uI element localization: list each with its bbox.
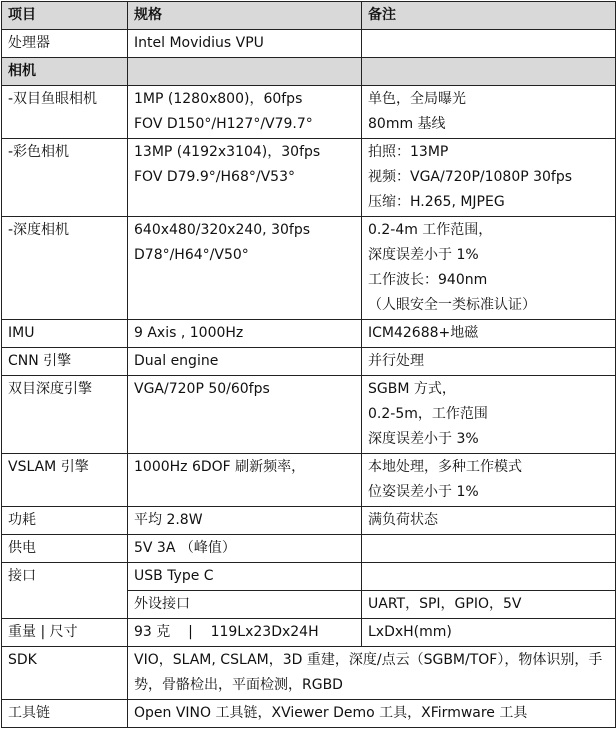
note-cell <box>362 507 616 535</box>
spec-cell <box>128 58 362 86</box>
note-line: 0.2-4m 工作范围， <box>368 222 493 238</box>
spec-cell <box>128 217 362 320</box>
item-cell: -彩色相机 <box>2 139 128 217</box>
note-cell <box>362 619 616 647</box>
spec-line: USB Type C <box>134 568 214 584</box>
row-weight <box>2 619 616 647</box>
note-line: 并行处理 <box>368 353 424 369</box>
spec-line: FOV D150°/H127°/V79.7° <box>134 116 313 132</box>
item-cell: CNN 引擎 <box>2 348 128 376</box>
spec-cell <box>128 376 362 454</box>
spec-line: 外设接口 <box>134 596 190 612</box>
spec-line: 93 克 | 119Lx23Dx24H <box>134 624 319 640</box>
spec-table <box>1 1 616 728</box>
note-cell <box>362 454 616 507</box>
row-power <box>2 507 616 535</box>
note-line: 80mm 基线 <box>368 116 446 132</box>
spec-cell <box>128 86 362 139</box>
note-line: 位姿误差小于 1% <box>368 484 479 500</box>
spec-line: 640x480/320x240, 30fps <box>134 222 310 238</box>
note-line: ICM42688+地磁 <box>368 325 479 341</box>
item-cell: 接口 <box>2 563 128 619</box>
row-interface <box>2 563 616 591</box>
row-supply <box>2 535 616 563</box>
item-cell: VSLAM 引擎 <box>2 454 128 507</box>
note-cell <box>362 376 616 454</box>
spec-line: 1000Hz 6DOF 刷新频率， <box>134 459 306 475</box>
item-cell: 工具链 <box>2 700 128 728</box>
spec-cell <box>128 348 362 376</box>
note-line: （人眼安全一类标准认证） <box>368 297 536 313</box>
header-spec: 规格 <box>128 2 362 30</box>
spec-line: VGA/720P 50/60fps <box>134 381 270 397</box>
spec-line: 平均 2.8W <box>134 512 203 528</box>
row-binocular <box>2 86 616 139</box>
spec-cell <box>128 563 362 591</box>
item-cell: 功耗 <box>2 507 128 535</box>
spec-line: Dual engine <box>134 353 219 369</box>
section-title: 相机 <box>2 58 128 86</box>
note-line: 满负荷状态 <box>368 512 438 528</box>
note-cell <box>362 86 616 139</box>
note-cell <box>362 30 616 58</box>
item-cell: SDK <box>2 647 128 700</box>
spec-cell-wide: Open VINO 工具链，XViewer Demo 工具，XFirmware 工具 <box>128 700 616 728</box>
note-cell <box>362 58 616 86</box>
note-cell <box>362 348 616 376</box>
note-line: 深度误差小于 3% <box>368 431 479 447</box>
spec-line: 5V 3A （峰值） <box>134 540 236 556</box>
spec-line: 9 Axis , 1000Hz <box>134 325 244 341</box>
note-cell <box>362 535 616 563</box>
row-stereo-engine <box>2 376 616 454</box>
header-note: 备注 <box>362 2 616 30</box>
item-cell: 双目深度引擎 <box>2 376 128 454</box>
note-line: LxDxH(mm) <box>368 624 452 640</box>
spec-cell <box>128 619 362 647</box>
spec-line: 13MP (4192x3104)，30fps <box>134 144 321 160</box>
note-line: 视频：VGA/720P/1080P 30fps <box>368 169 573 185</box>
item-cell: -深度相机 <box>2 217 128 320</box>
spec-cell <box>128 139 362 217</box>
spec-cell <box>128 535 362 563</box>
note-line: 拍照：13MP <box>368 144 449 160</box>
row-imu <box>2 320 616 348</box>
note-line: SGBM 方式， <box>368 381 456 397</box>
note-cell <box>362 563 616 591</box>
item-cell: 供电 <box>2 535 128 563</box>
spec-line: D78°/H64°/V50° <box>134 247 249 263</box>
note-line: 0.2-5m，工作范围 <box>368 406 488 422</box>
note-cell <box>362 139 616 217</box>
section-camera <box>2 58 616 86</box>
row-depth-camera <box>2 217 616 320</box>
row-color-camera <box>2 139 616 217</box>
row-vslam <box>2 454 616 507</box>
row-cnn <box>2 348 616 376</box>
item-cell: -双目鱼眼相机 <box>2 86 128 139</box>
note-line: 深度误差小于 1% <box>368 247 479 263</box>
note-cell <box>362 217 616 320</box>
spec-cell <box>128 454 362 507</box>
spec-line: FOV D79.9°/H68°/V53° <box>134 169 295 185</box>
spec-line: 1MP (1280x800)，60fps <box>134 91 303 107</box>
spec-cell <box>128 507 362 535</box>
spec-cell-wide: VIO，SLAM, CSLAM，3D 重建，深度/点云（SGBM/TOF），物体识别，手势，骨骼检出，平面检测，RGBD <box>128 647 616 700</box>
note-cell <box>362 591 616 619</box>
spec-cell <box>128 320 362 348</box>
row-processor <box>2 30 616 58</box>
spec-cell <box>128 591 362 619</box>
note-line: 本地处理，多种工作模式 <box>368 459 522 475</box>
note-line: 压缩：H.265, MJPEG <box>368 194 505 210</box>
note-line: 工作波长：940nm <box>368 272 488 288</box>
spec-line: Intel Movidius VPU <box>134 35 264 51</box>
row-toolchain <box>2 700 616 728</box>
note-line: 单色，全局曝光 <box>368 91 466 107</box>
item-cell: 重量 | 尺寸 <box>2 619 128 647</box>
note-cell <box>362 320 616 348</box>
note-line: UART，SPI，GPIO，5V <box>368 596 522 612</box>
row-sdk <box>2 647 616 700</box>
header-item: 项目 <box>2 2 128 30</box>
item-cell: IMU <box>2 320 128 348</box>
item-cell: 处理器 <box>2 30 128 58</box>
spec-cell <box>128 30 362 58</box>
header-row <box>2 2 616 30</box>
